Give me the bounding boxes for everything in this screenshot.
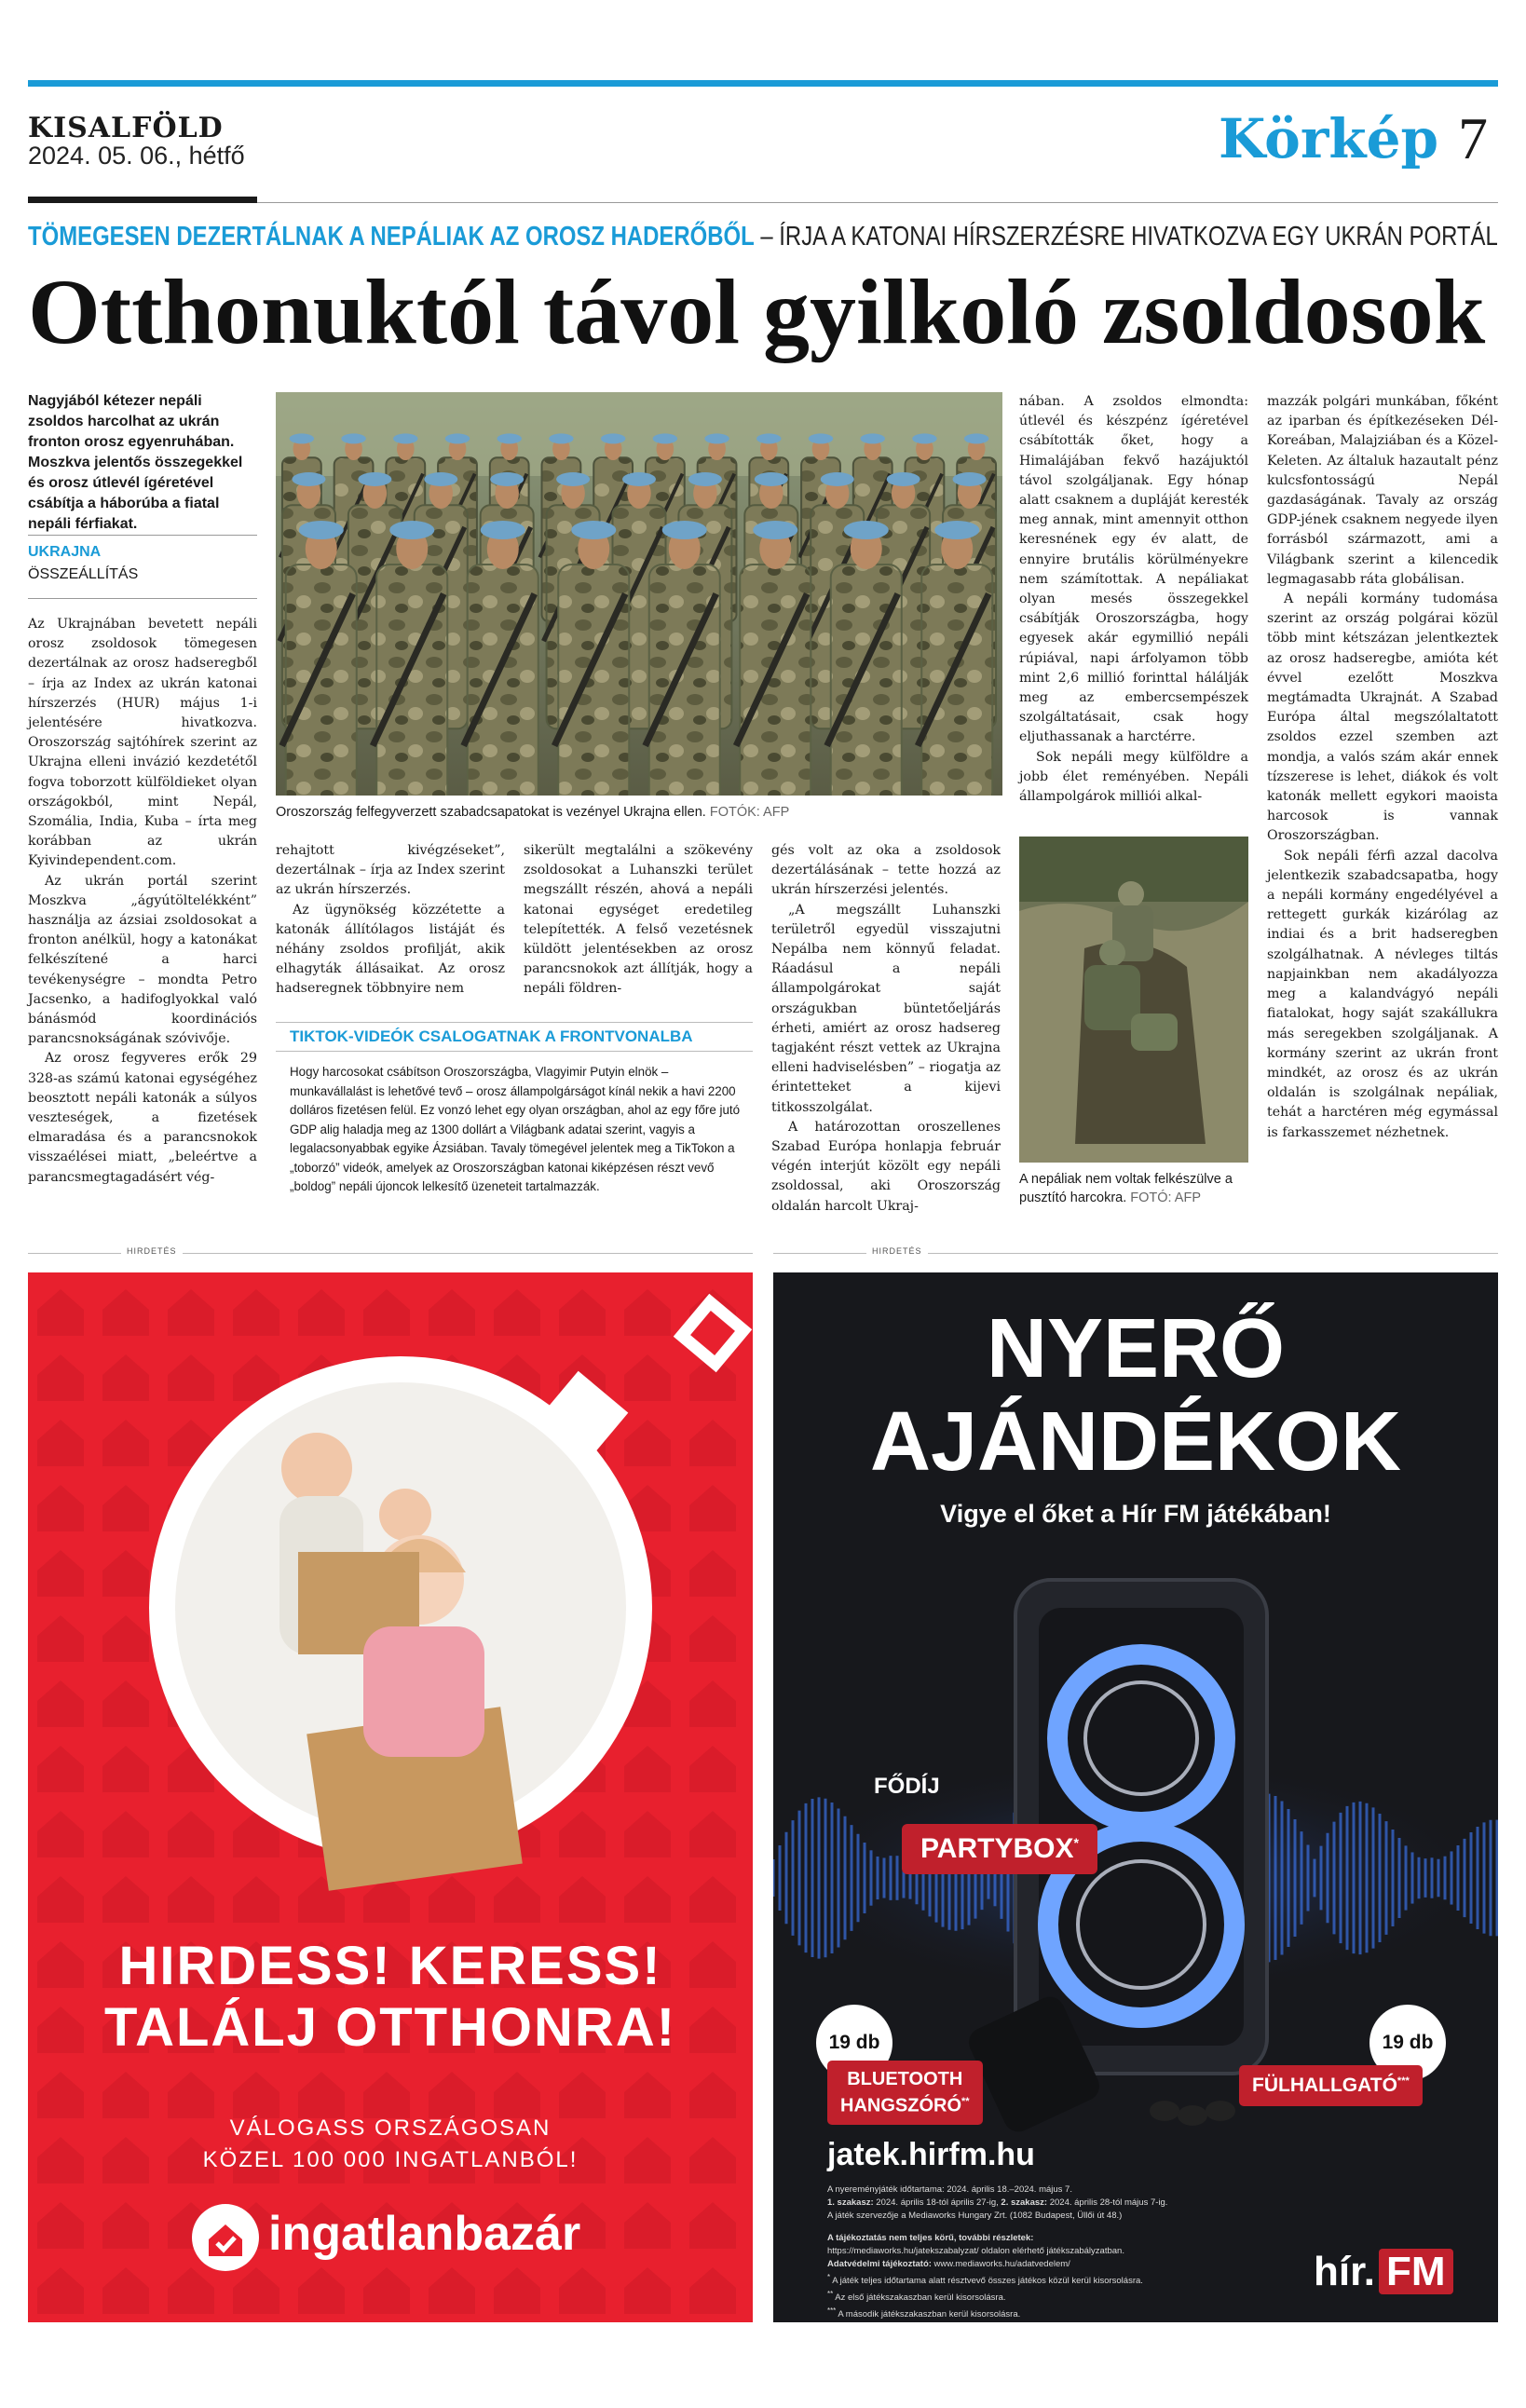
paragraph: sikerült megtalálni a szökevény zsoldosokat a Luhanszki terület megszállt részén, ahová a nepáli katonai egységet eredetileg telepítették. A felső vezetésnek küldött jelentésekben az orosz parancsnokok azt állítják, hogy a nepáli földren- [524,843,753,997]
article-column-4 [771,841,1001,1217]
paragraph: rehajtott kivégzéseket”, dezertálnak – írja az Index szerint az ukrán hírszerzés. [276,843,505,898]
ad-label-text: HIRDETÉS [866,1246,928,1256]
photo1-credit: FOTÓK: AFP [709,805,790,820]
ingatlanbazar-ad[interactable] [28,1272,753,2322]
paragraph: Az ukrán portál szerint Moszkva „ágyútöltelékként” használja az ázsiai zsoldosokat a fronton anélkül, hogy a katonákat felkészítené a harci tevékenységre – mondta Petro Jacsenko, a hadifoglyokkal való bánásmód koordinációs parancsnokságának szóvivője. [28,873,257,1047]
fine-phase2-label: 2. szakasz: [1001,2197,1048,2208]
hirfm-logo [1314,2249,1453,2295]
fine-privacy-label: Adatvédelmi tájékoztató: [827,2259,932,2269]
main-prize-label: FŐDÍJ [874,1774,940,1799]
right-count-badge: 19 db [1369,2005,1446,2081]
photo2-credit: FOTÓ: AFP [1130,1190,1202,1205]
fine-phases [827,2197,1312,2210]
paragraph: Az ügynökség közzétette a katonák állítólagos listáját és néhány zsoldos profilját, akik elhagyták állásaikat. Az orosz hadseregnek többnyire nem [276,902,505,997]
article-category: UKRAJNA [28,544,102,560]
newspaper-name: KISALFÖLD [28,112,224,144]
fine-phase1: 2024. április 18-tól április 27-ig, [873,2197,1001,2208]
ad-right-subtitle: Vigye el őket a Hír FM játékában! [940,1500,1331,1528]
soldiers-photo [276,392,1002,796]
paragraph: „A megszállt Luhanszki területről egyedül visszajutni Nepálba nem könnyű feladat. Ráadásul a nepáli állampolgárokat saját országukban büntetőeljárás érheti, amiért az orosz hadsereg tagjaként részt vettek az Ukrajna elleni hadviselésben” – riogatja az érintetteket a kijevi titkosszolgálat. [771,902,1001,1115]
footnote-1-text: A játék teljes időtartama alatt résztvevő összes játékos közül kerül kisorsolásra. [832,2276,1143,2287]
paragraph: nában. A zsoldos elmondta: útlevél és készpénz ígéretével csábították őket, hogy a Himalájában fekvő hazájuktól távol szolgáljanak. Egy hónap alatt csaknem a dupláját keresték meg annak, mint amennyit otthon keresnének egy év alatt, de ennyire brutális körülményekre nem számítottak. A nepáliakat olyan mesés összegekkel csábítják Oroszországba, hogy egyesek akár egymillió nepáli rúpiával, napi árfolyamon több mint 2,6 millió forinttal hálálják meg az embercsempészek szolgáltatásait, csak hogy eljuthassanak a harctérre. [1019,394,1248,745]
left-prize-line1: BLUETOOTH [847,2069,963,2089]
photo2-caption-text: A nepáliak nem voltak felkészülve a pusztító harcokra. [1019,1172,1233,1205]
article-kicker [28,222,1498,252]
box-title-rule [276,1051,753,1052]
box-top-rule [276,1022,753,1023]
left-prize-mark: ** [961,2096,970,2107]
masthead-dark-bar [28,197,257,203]
article-author: ÖSSZEÁLLÍTÁS [28,566,139,582]
ad-right-fineprint [827,2184,1312,2321]
fine-duration: A nyereményjáték időtartama: 2024. április 18.–2024. május 7. [827,2184,1072,2195]
right-prize-name: FÜLHALLGATÓ [1252,2075,1397,2096]
ad-left-line1: HIRDESS! KERESS! [118,1936,662,1996]
fine-info: A tájékoztatás nem teljes körű, további részletek: [827,2233,1034,2243]
footnote-3-text: A második játékszakaszban kerül kisorsolásra. [838,2309,1021,2320]
hirfm-ad[interactable] [773,1272,1498,2322]
paragraph: Sok nepáli megy külföldre a jobb élet reményében. Nepáli állampolgárok milliói alkal- [1019,749,1248,805]
masthead-divider [257,202,1498,203]
section-title: Körkép [1219,107,1439,170]
ad-right-title [773,1302,1498,1489]
paragraph: Sok nepáli férfi azzal dacolva jelentkezik szabadcsapatba, hogy a nepáli kormány engedélyével a rettegett gurkák kizárólag az indiai és a brit hadseregben szolgálhatnak. A névleges tiltás napjainkban nem akadályozza meg a kalandvágyó nepáli fiatalokat, hogy saját szakállukra más seregekben szolgáljanak. A kormány szerint az ukrán front mindkét, az orosz és az ukrán oldalán is szolgálnak nepáliak, tehát a harctéren még egymással is farkasszemet nézhetnek. [1267,848,1498,1140]
article-column-1 [28,615,257,1188]
page-number: 7 [1458,105,1488,171]
ad-left-sub2: KÖZEL 100 000 INGATLANBÓL! [202,2147,579,2172]
footnote-3: *** A második játékszakaszban kerül kisorsolásra. [827,2306,1021,2320]
house-logo-icon [192,2204,259,2271]
paragraph: Az Ukrajnában bevetett nepáli orosz zsoldosok tömegesen dezertálnak az orosz hadseregből – írja az Index az ukrán katonai hírszerzés (HUR) május 1-i jelentésére hivatkozva. Oroszország sajtóhírek szerint az Ukrajna elleni invázió kezdetétől fogva toborzott külföldieket olyan országokból, mint Nepál, Szomália, India, Kuba – írta meg korábban az ukrán Kyivindependent.com. [28,617,257,869]
paragraph: A határozottan oroszellenes Szabad Európa honlapja február végén interjút közölt egy nepáli zsoldossal, aki Oroszország oldalán harcolt Ukraj- [771,1119,1001,1214]
fine-organizer: A játék szervezője a Mediaworks Hungary Zrt. (1082 Budapest, Üllői út 48.) [827,2211,1123,2221]
masthead-top-rule [28,80,1498,87]
hirfm-logo-fm: FM [1379,2249,1453,2294]
hirfm-logo-text: hír. [1314,2249,1376,2294]
ad-left-brand: ingatlanbazár [268,2207,581,2261]
article-column-2 [276,841,505,1000]
ad-right-url[interactable]: jatek.hirfm.hu [827,2137,1035,2172]
right-prize-badge [1239,2065,1423,2106]
footnote-2: ** Az első játékszakaszban kerül kisorsolásra. [827,2290,1006,2304]
box-title: TIKTOK-VIDEÓK CSALOGATNAK A FRONTVONALBA [290,1027,693,1045]
footnote-2-text: Az első játékszakaszban kerül kisorsolásra. [835,2292,1006,2304]
paragraph: Az orosz fegyveres erők 29 328-as számú katonai egységéhez beosztott nepáli katonák a súlyos veszteségek, a fizetések elmaradása és a parancsnokok visszaélései miatt, „beleértve a parancsmegtagadásért vég- [28,1051,257,1185]
fine-phase2: 2024. április 28-tól május 7-ig. [1047,2197,1168,2208]
kicker-highlight: TÖMEGESEN DEZERTÁLNAK A NEPÁLIAK AZ OROSZ HADERŐBŐL [28,222,755,252]
ad-left-sub1: VÁLOGASS ORSZÁGOSAN [229,2116,552,2141]
lead-divider [28,535,257,536]
paragraph: A nepáli kormány tudomása szerint az ország polgárai közül több mint kétszázan jelentkeztek az orosz hadseregbe, amióta két évvel ezelőtt Moszkva megtámadta Ukrajnát. A Szabad Európa által megszólaltatott zsoldos ezzel szemben azt mondja, a valós szám akár ennek tízszerese is lehet, diákok és volt katonák mellett egykori maoista harcosok is vannak Oroszországban. [1267,592,1498,844]
left-prize-badge [827,2061,983,2125]
ad-right-title1: NYERŐ [986,1302,1286,1395]
ad-label-text: HIRDETÉS [121,1246,183,1256]
article-column-6 [1267,392,1498,1143]
main-prize-name: PARTYBOX [920,1833,1074,1864]
photo1-caption [276,803,1002,822]
main-prize-mark: * [1073,1835,1079,1850]
ad-label-left [28,1246,753,1259]
kicker-rest: – ÍRJA A KATONAI HÍRSZERZÉSRE HIVATKOZVA EGY UKRÁN PORTÁL [754,222,1498,252]
fine-privacy [827,2258,1312,2271]
paragraph: gés volt az oka a zsoldosok dezertálásának – tette hozzá az ukrán hírszerzési jelentés. [771,843,1001,898]
ad-right-title2: AJÁNDÉKOK [869,1395,1402,1489]
left-count-badge: 19 db [816,2005,892,2081]
author-divider [28,598,257,599]
fine-phase1-label: 1. szakasz: [827,2197,874,2208]
ad-label-right [773,1246,1498,1259]
fine-privacy-link[interactable]: www.mediaworks.hu/adatvedelem/ [931,2259,1070,2269]
ad-left-line2: TALÁLJ OTTHONRA! [103,1997,677,2058]
article-lead: Nagyjából kétezer nepáli zsoldos harcolhat az ukrán fronton orosz egyenruhában. Moszkva jelentős összegekkel és orosz útlevél ígéretével csábítja a háborúba a fiatal nepáli férfiakat. [28,393,243,532]
box-text: Hogy harcosokat csábítson Oroszországba, Vlagyimir Putyin elnök – munkavállalást is lehetővé tevő – orosz állampolgárságot kínál nekik a havi 2200 dolláros fizetésen felül. Ez vonzó lehet egy olyan országban, ahol az egy főre jutó GDP alig haladja meg az 1300 dollárt a Világbank adatai szerint, vagyis a legalacsonyabbak egyike Ázsiában. Tavaly tömegével jelentek meg a TikTokon a „toborzó” videók, amelyek az Oroszországban katonai kiképzésen részt vevő „boldog” nepáli újoncok lelkesítő üzeneteit tartalmazzák. [290,1065,741,1193]
trench-photo [1019,837,1248,1163]
fine-rules-link[interactable]: https://mediaworks.hu/jatekszabalyzat/ oldalon elérhető játékszabályzatban. [827,2246,1124,2256]
left-prize-line2: HANGSZÓRÓ [840,2095,961,2116]
issue-date: 2024. 05. 06., hétfő [28,142,245,170]
right-prize-mark: *** [1397,2075,1410,2087]
article-headline: Otthonuktól távol gyilkoló zsoldosok [28,260,1486,363]
paragraph: mazzák polgári munkában, főként az iparban és építkezéseken Dél-Koreában, Malajziában és a Közel-Keleten. Az általuk hazautalt pénz kulcsfontosságú Nepál gazdaságának. Tavaly az ország GDP-jének csaknem negyede ilyen forrásból származott, ami a Világbank szerint a kilencedik legmagasabb ráta globálisan. [1267,394,1498,587]
photo2-caption [1019,1170,1248,1207]
main-prize-badge [902,1824,1097,1874]
ad-left-subline [28,2113,753,2176]
footnote-1: * A játék teljes időtartama alatt résztvevő összes játékos közül kerül kisorsolásra. [827,2273,1143,2287]
article-column-5 [1019,392,1248,807]
photo1-caption-text: Oroszország felfegyverzett szabadcsapatokat is vezényel Ukrajna ellen. [276,805,706,820]
ad-left-headline [28,1936,753,2059]
article-column-3 [524,841,753,1000]
